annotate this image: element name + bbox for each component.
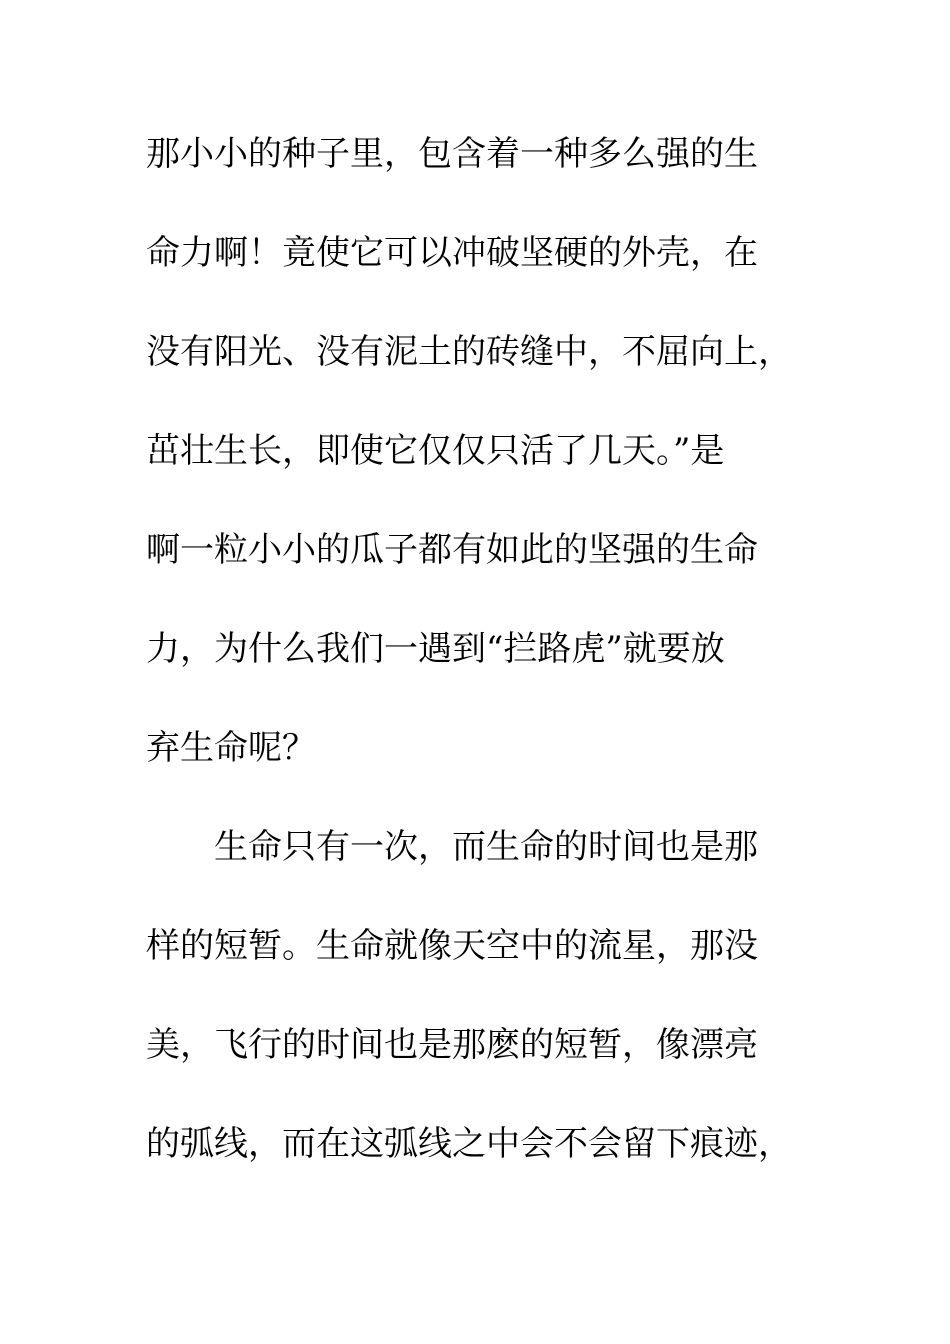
paragraph-start-line: 生命只有一次，而生命的时间也是那 [214,827,758,867]
text-line: 美，飞行的时间也是那麽的短暂，像漂亮 [146,1025,758,1065]
text-line: 啊一粒小小的瓜子都有如此的坚强的生命 [146,530,758,570]
text-line: 的弧线，而在这弧线之中会不会留下痕迹， [146,1124,792,1164]
text-line: 力，为什么我们一遇到“拦路虎”就要放 [146,629,725,669]
text-line: 命力啊！竟使它可以冲破坚硬的外壳，在 [146,233,758,273]
text-line: 茁壮生长，即使它仅仅只活了几天。”是 [146,431,725,471]
body-text [146,128,806,1217]
text-line: 弃生命呢？ [146,728,316,768]
text-line: 没有阳光、没有泥土的砖缝中，不屈向上， [146,332,792,372]
text-line: 样的短暂。生命就像天空中的流星，那没 [146,926,758,966]
text-line: 那小小的种子里，包含着一种多么强的生 [146,134,758,174]
